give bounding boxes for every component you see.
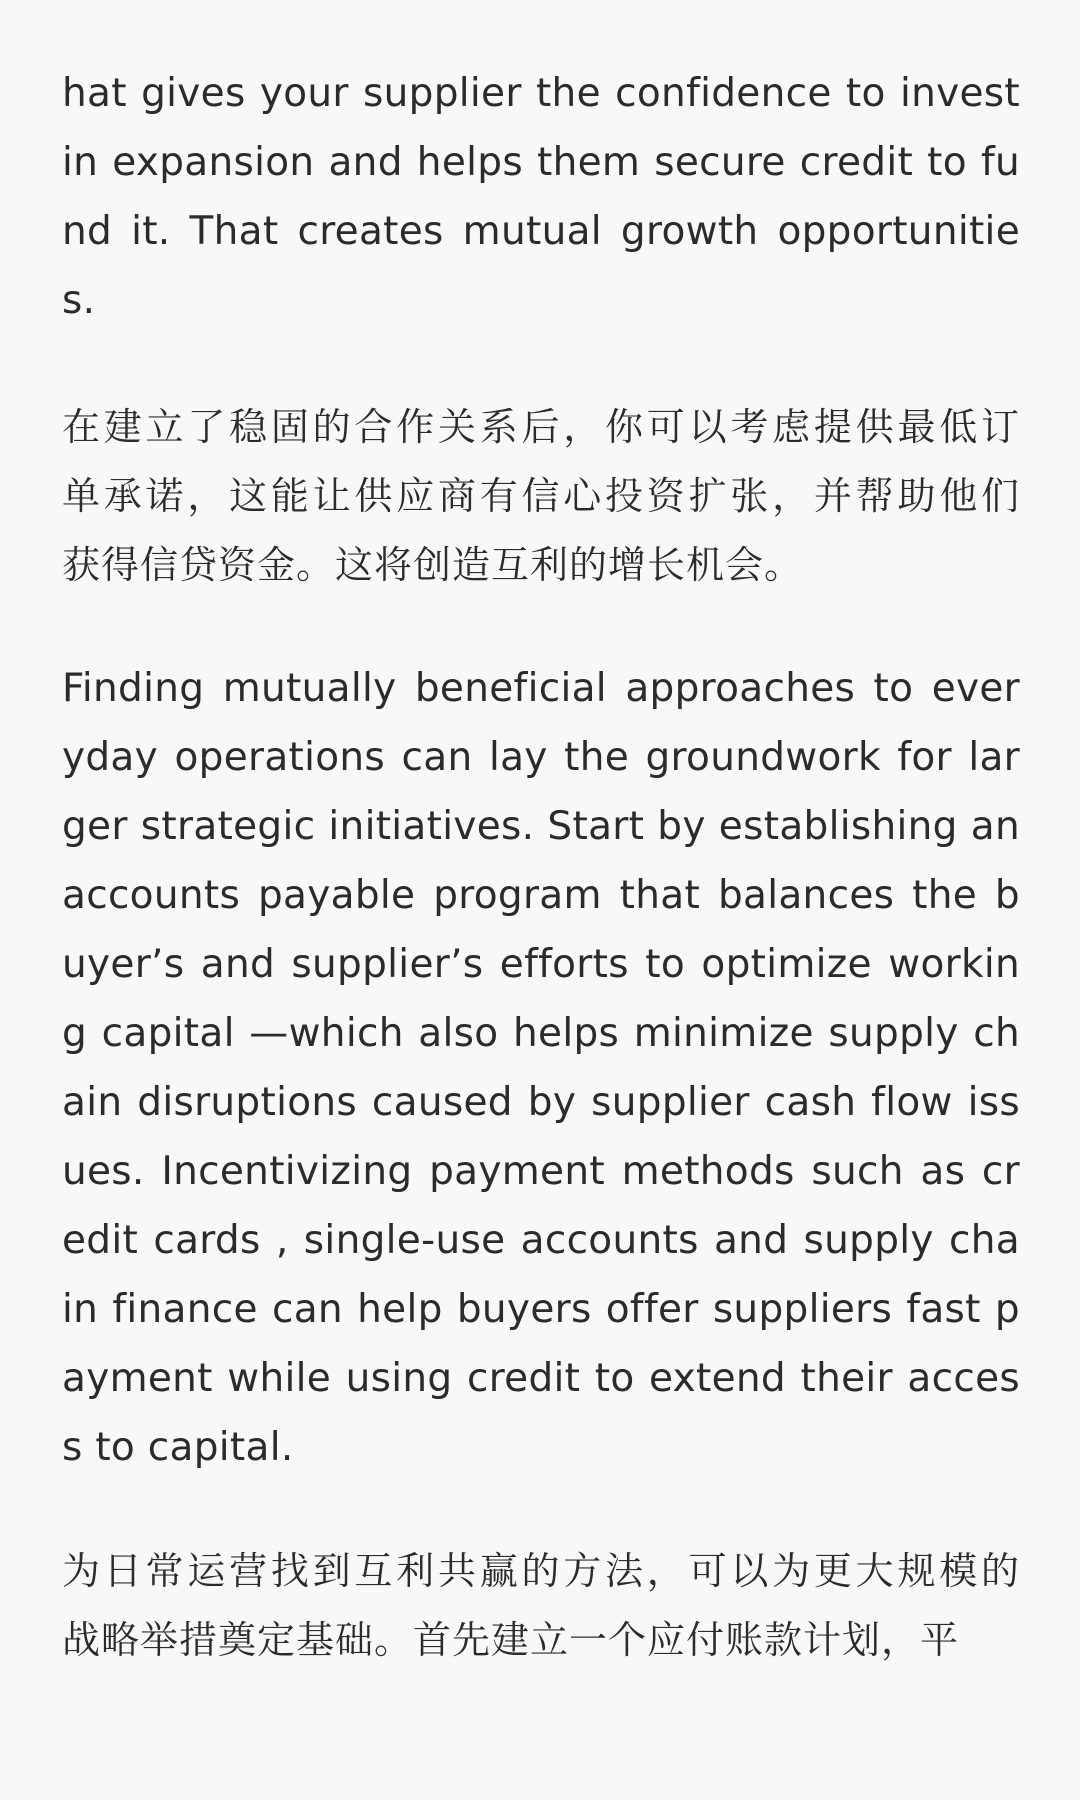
text-line: in expansion and helps them secure credit to fu — [62, 140, 1020, 185]
text-line: hat gives your supplier the confidence to invest — [62, 71, 1020, 116]
paragraph-en-2 — [62, 654, 1020, 1482]
text-line: s. — [62, 278, 96, 323]
paragraph-zh-1 — [62, 393, 1020, 600]
text-line: yday operations can lay the groundwork for lar — [62, 735, 1020, 780]
text-line: 战略举措奠定基础。首先建立一个应付账款计划，平 — [62, 1618, 960, 1662]
text-line: 获得信贷资金。这将创造互利的增长机会。 — [62, 543, 804, 587]
text-line: ayment while using credit to extend their acces — [62, 1356, 1020, 1401]
paragraph-en-1 — [62, 59, 1020, 335]
text-line: 在建立了稳固的合作关系后，你可以考虑提供最低订 — [62, 405, 1020, 449]
text-line: s to capital. — [62, 1425, 294, 1470]
text-line: ger strategic initiatives. Start by establishing an — [62, 804, 1020, 849]
text-line: in finance can help buyers offer suppliers fast p — [62, 1287, 1020, 1332]
text-line: ain disruptions caused by supplier cash flow iss — [62, 1080, 1020, 1125]
text-line: g capital —which also helps minimize supply ch — [62, 1011, 1020, 1056]
text-line: nd it. That creates mutual growth opportunitie — [62, 209, 1020, 254]
text-line: ues. Incentivizing payment methods such as cr — [62, 1149, 1020, 1194]
text-line: edit cards , single-use accounts and supply cha — [62, 1218, 1020, 1263]
text-line: 为日常运营找到互利共赢的方法，可以为更大规模的 — [62, 1549, 1020, 1593]
paragraph-zh-2 — [62, 1537, 1020, 1675]
text-line: 单承诺，这能让供应商有信心投资扩张，并帮助他们 — [62, 474, 1020, 518]
text-line: Finding mutually beneficial approaches to ever — [62, 666, 1020, 711]
text-line: uyer’s and supplier’s efforts to optimize workin — [62, 942, 1020, 987]
text-line: accounts payable program that balances the b — [62, 873, 1020, 918]
